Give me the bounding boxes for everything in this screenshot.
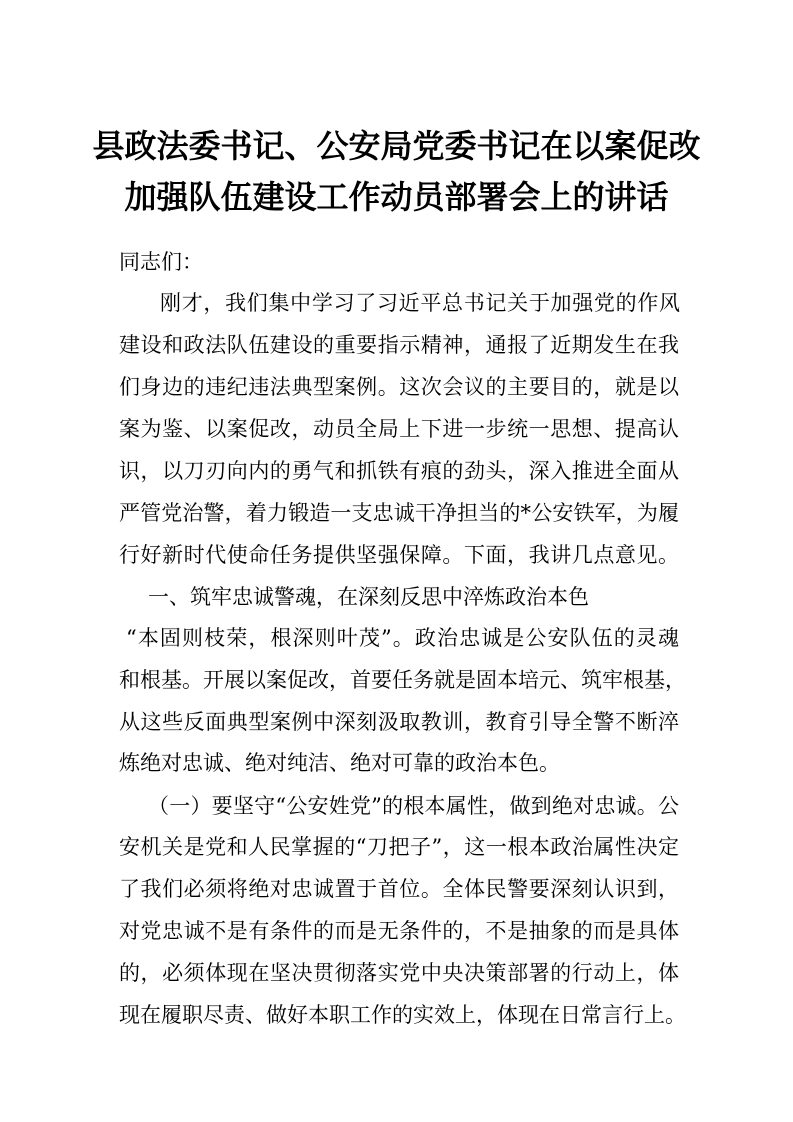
paragraph-line: 刚才，我们集中学习了习近平总书记关于加强党的作风: [160, 291, 680, 315]
paragraph-line: 的，必须体现在坚决贯彻落实党中央决策部署的行动上，体: [119, 961, 679, 985]
paragraph-line: （一）要坚守“公安姓党”的根本属性，做到绝对忠诚。公: [148, 794, 679, 818]
paragraph-line: 安机关是党和人民掌握的“刀把子”，这一根本政治属性决定: [119, 835, 679, 859]
paragraph-line: 现在履职尽责、做好本职工作的实效上，体现在日常言行上。: [119, 1003, 686, 1027]
paragraph-line: 严管党治警，着力锻造一支忠诚干净担当的*公安铁军，为履: [119, 501, 679, 525]
paragraph-line: 了我们必须将绝对忠诚置于首位。全体民警要深刻认识到，: [119, 877, 679, 901]
paragraph-line: 识，以刀刃向内的勇气和抓铁有痕的劲头，深入推进全面从: [119, 459, 679, 483]
paragraph-line: 对党忠诚不是有条件的而是无条件的，不是抽象的而是具体: [119, 919, 679, 943]
document-title-line-1: 县政法委书记、公安局党委书记在以案促改: [92, 127, 701, 165]
document-title-line-2: 加强队伍建设工作动员部署会上的讲话: [124, 178, 669, 216]
paragraph-line: 案为鉴、以案促改，动员全局上下进一步统一思想、提高认: [119, 417, 679, 441]
paragraph-line: 建设和政法队伍建设的重要指示精神，通报了近期发生在我: [119, 333, 679, 357]
paragraph-line: 和根基。开展以案促改，首要任务就是固本培元、筑牢根基，: [119, 668, 686, 692]
paragraph-line: 们身边的违纪违法典型案例。这次会议的主要目的，就是以: [119, 375, 679, 399]
paragraph-line: “本固则枝荣，根深则叶茂”。政治忠诚是公安队伍的灵魂: [126, 626, 679, 650]
paragraph-line: 行好新时代使命任务提供坚强保障。下面，我讲几点意见。: [119, 543, 679, 567]
paragraph-line: 炼绝对忠诚、绝对纯洁、绝对可靠的政治本色。: [119, 751, 560, 775]
salutation: 同志们：: [119, 250, 203, 274]
paragraph-line: 从这些反面典型案例中深刻汲取教训，教育引导全警不断淬: [119, 710, 679, 734]
section-heading: 一、筑牢忠诚警魂，在深刻反思中淬炼政治本色: [148, 585, 589, 609]
